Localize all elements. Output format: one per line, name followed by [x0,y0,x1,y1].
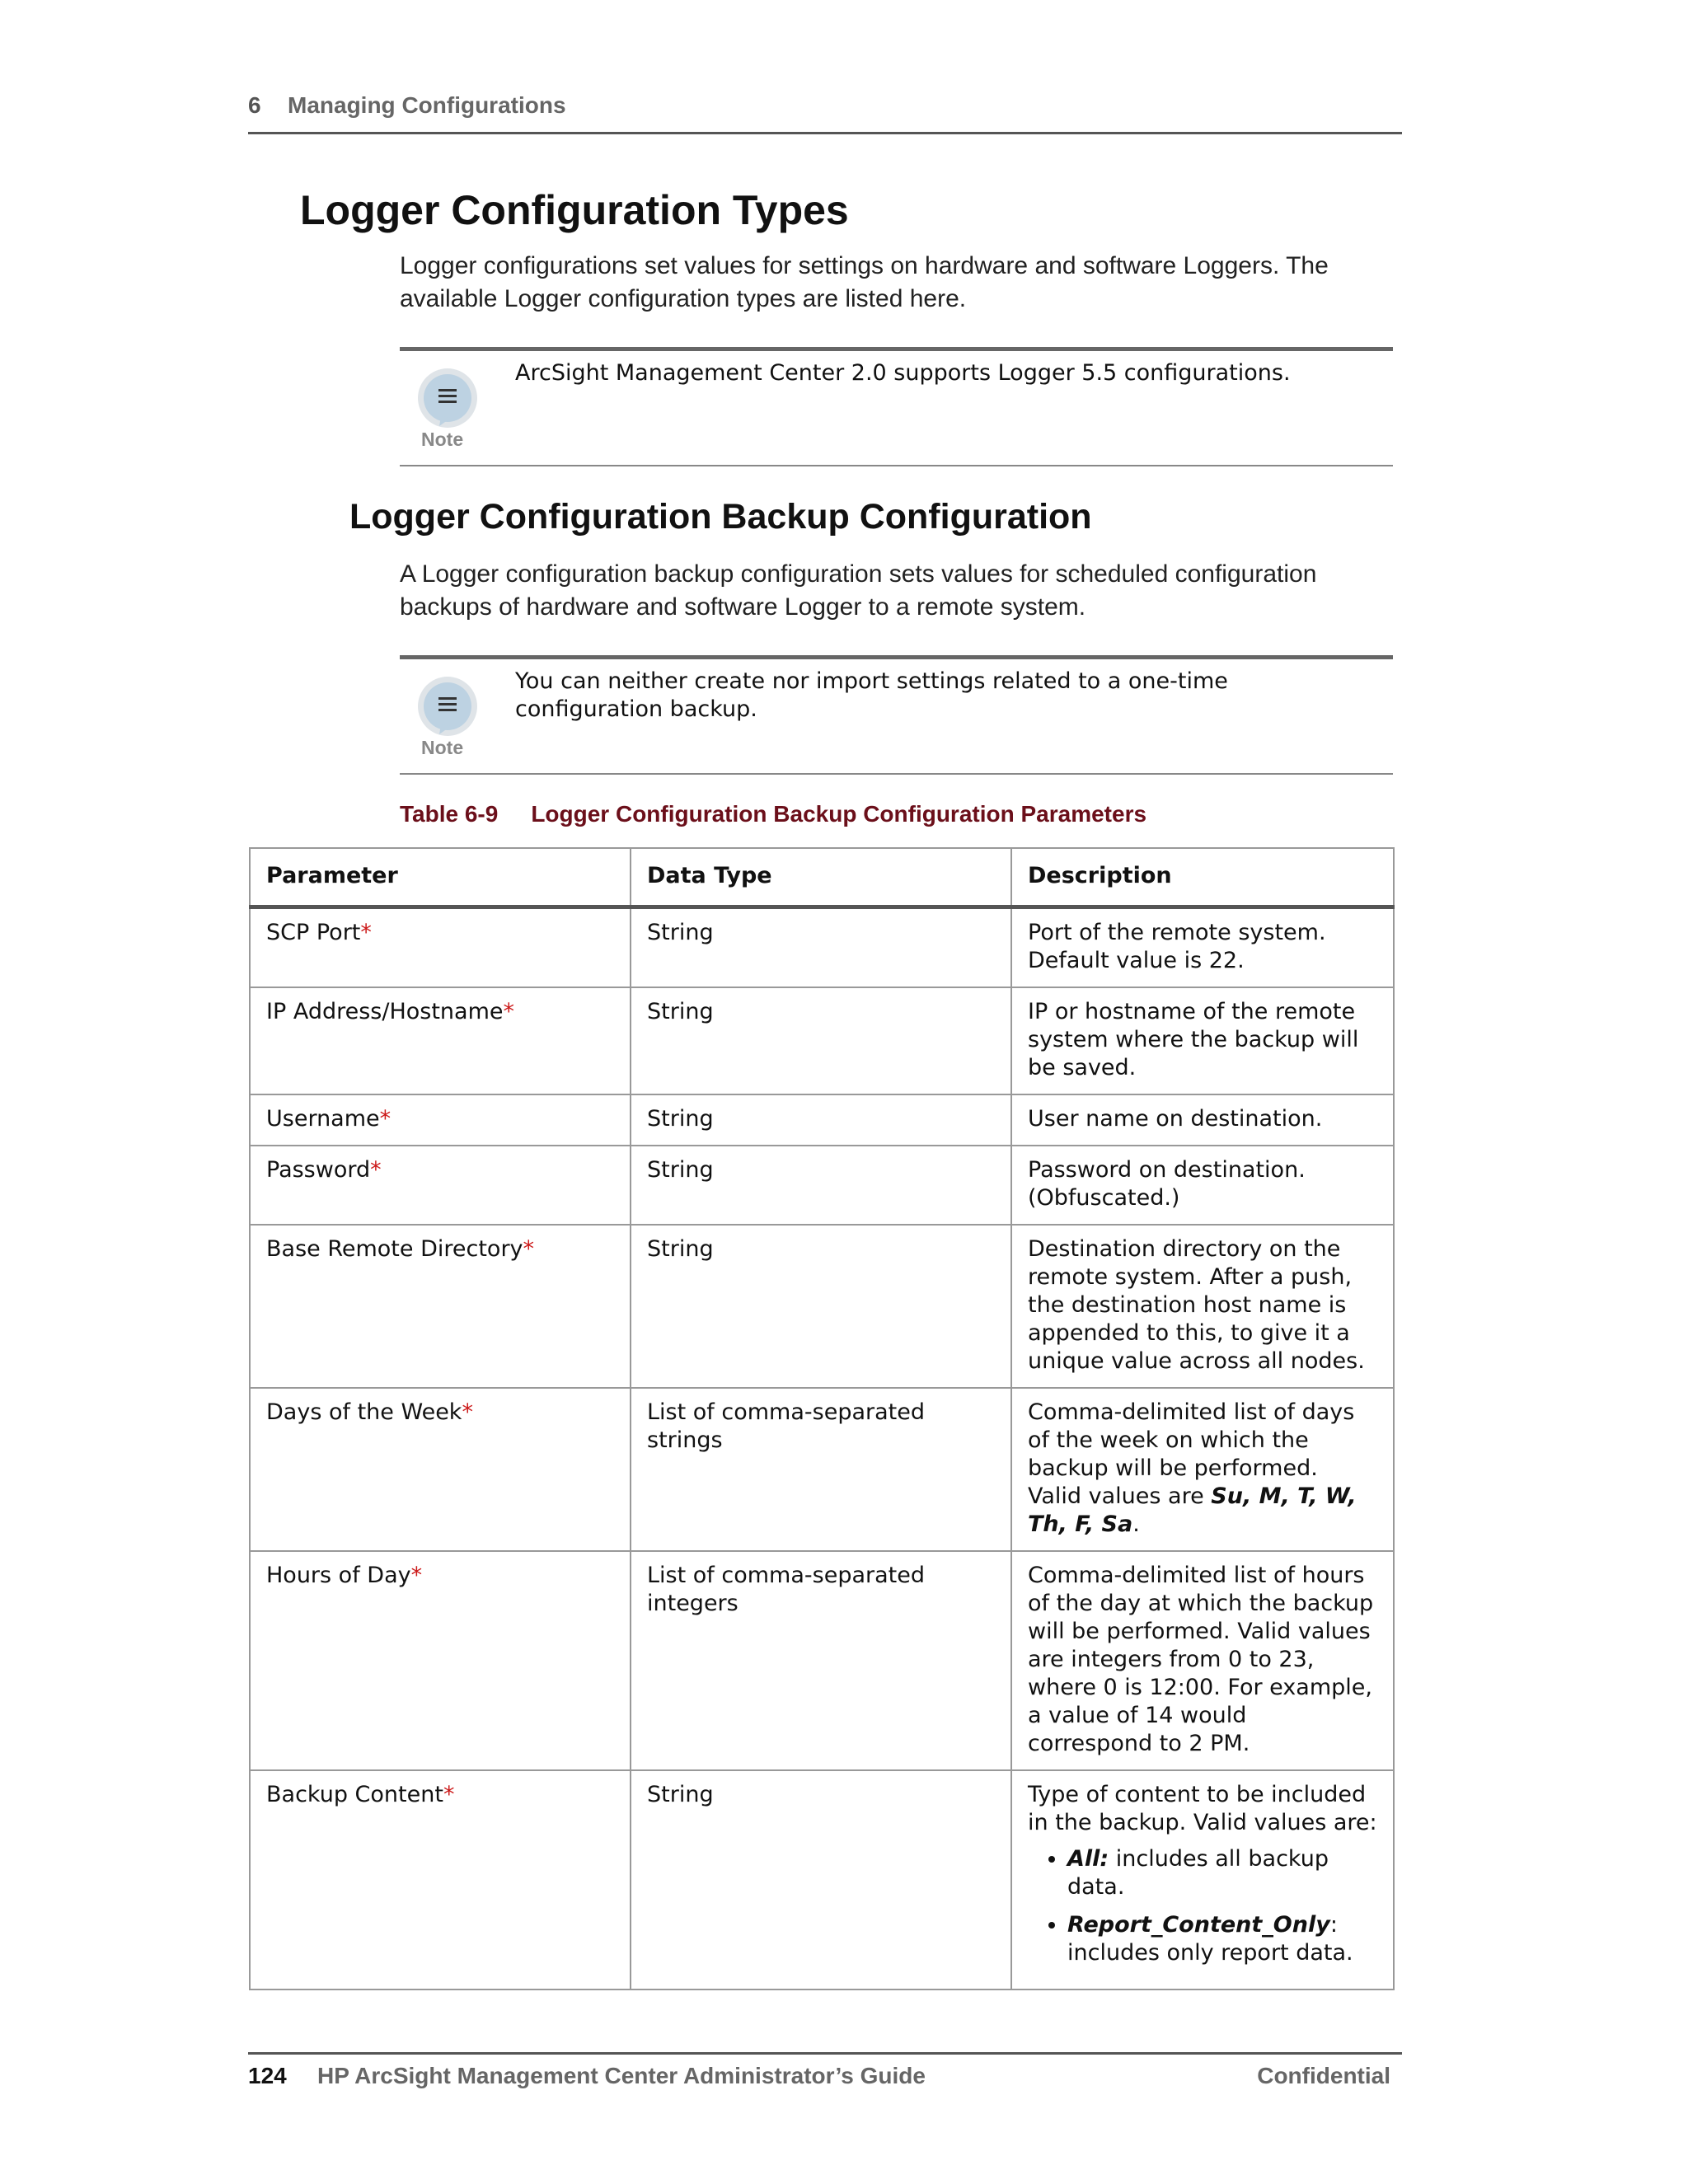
table-row [250,987,1394,1094]
table-caption-title: Logger Configuration Backup Configuration Parameters [531,801,1147,827]
page-number: 124 [248,2063,287,2088]
required-marker: * [503,999,514,1024]
header-parameter: Parameter [250,848,631,907]
header-description: Description [1011,848,1394,907]
chapter-title: Managing Configurations [288,92,566,118]
parameter-cell: Backup Content* [250,1770,631,1990]
section-title: Logger Configuration Types [300,187,849,233]
data-type-cell: String [631,1225,1011,1388]
parameter-cell: IP Address/Hostname* [250,987,631,1094]
table-header-row [250,848,1394,907]
table-row [250,907,1394,988]
header-data-type: Data Type [631,848,1011,907]
description-cell: Type of content to be included in the backup. Valid values are: • All: includes all backup data. • Report_Content_Only: includes only report data. [1011,1770,1394,1990]
description-cell: User name on destination. [1011,1094,1394,1146]
document-title: HP ArcSight Management Center Administrator’s Guide [317,2063,926,2088]
subsection-intro: A Logger configuration backup configuration sets values for scheduled configuration backups of hardware and software Logger to a remote system. [400,560,1317,621]
note-label: Note [421,737,464,758]
parameter-cell: Hours of Day* [250,1551,631,1770]
note-box [400,655,1393,775]
parameter-cell: Days of the Week* [250,1388,631,1551]
table-row [250,1146,1394,1225]
data-type-cell: String [631,987,1011,1094]
valid-values: Su, M, T, W, Th, F, Sa [1028,1483,1357,1537]
section-intro: Logger configurations set values for settings on hardware and software Loggers. The available Logger configuration types are listed here. [400,252,1329,312]
table-row [250,1388,1394,1551]
description-cell: Comma-delimited list of hours of the day at which the backup will be performed. Valid values are integers from 0 to 23, where 0 is 12:00. For example, a value of 14 would correspond to 2 PM. [1011,1551,1394,1770]
description-cell: Comma-delimited list of days of the week on which the backup will be performed. Valid values are Su, M, T, W, Th, F, Sa. [1011,1388,1394,1551]
data-type-cell: String [631,1146,1011,1225]
parameter-cell: Password* [250,1146,631,1225]
subsection-title: Logger Configuration Backup Configuration [349,497,1092,537]
required-marker: * [523,1236,535,1262]
description-cell: Password on destination. (Obfuscated.) [1011,1146,1394,1225]
page-footer [248,2052,1402,2096]
table-row [250,1770,1394,1990]
note-label: Note [421,429,464,450]
parameter-cell: SCP Port* [250,907,631,988]
required-marker: * [360,920,372,945]
table-row [250,1094,1394,1146]
table-caption-label: Table 6-9 [400,801,499,827]
data-type-cell: String [631,907,1011,988]
table-caption [400,801,1146,827]
list-item: • Report_Content_Only: includes only report data. [1067,1911,1377,1967]
data-type-cell: List of comma-separated strings [631,1388,1011,1551]
parameters-table [249,847,1395,1990]
required-marker: * [379,1106,392,1132]
description-cell: Port of the remote system. Default value is 22. [1011,907,1394,988]
note-text: You can neither create nor import settings related to a one-time configuration backup. [515,668,1228,722]
required-marker: * [443,1782,455,1807]
chapter-number: 6 [248,92,261,118]
description-cell: IP or hostname of the remote system where the backup will be saved. [1011,987,1394,1094]
data-type-cell: String [631,1094,1011,1146]
page-header [248,92,1402,134]
note-box [400,347,1393,466]
table-row [250,1551,1394,1770]
table-row [250,1225,1394,1388]
description-cell: Destination directory on the remote system. After a push, the destination host name is appended to this, to give it a unique value across all nodes. [1011,1225,1394,1388]
data-type-cell: String [631,1770,1011,1990]
note-text: ArcSight Management Center 2.0 supports Logger 5.5 configurations. [515,360,1291,386]
classification-label: Confidential [1257,2063,1390,2088]
options-list [1028,1845,1377,1967]
parameter-cell: Base Remote Directory* [250,1225,631,1388]
required-marker: * [370,1157,382,1183]
parameter-cell: Username* [250,1094,631,1146]
data-type-cell: List of comma-separated integers [631,1551,1011,1770]
required-marker: * [410,1563,423,1588]
list-item: • All: includes all backup data. [1067,1845,1377,1901]
required-marker: * [462,1399,473,1425]
